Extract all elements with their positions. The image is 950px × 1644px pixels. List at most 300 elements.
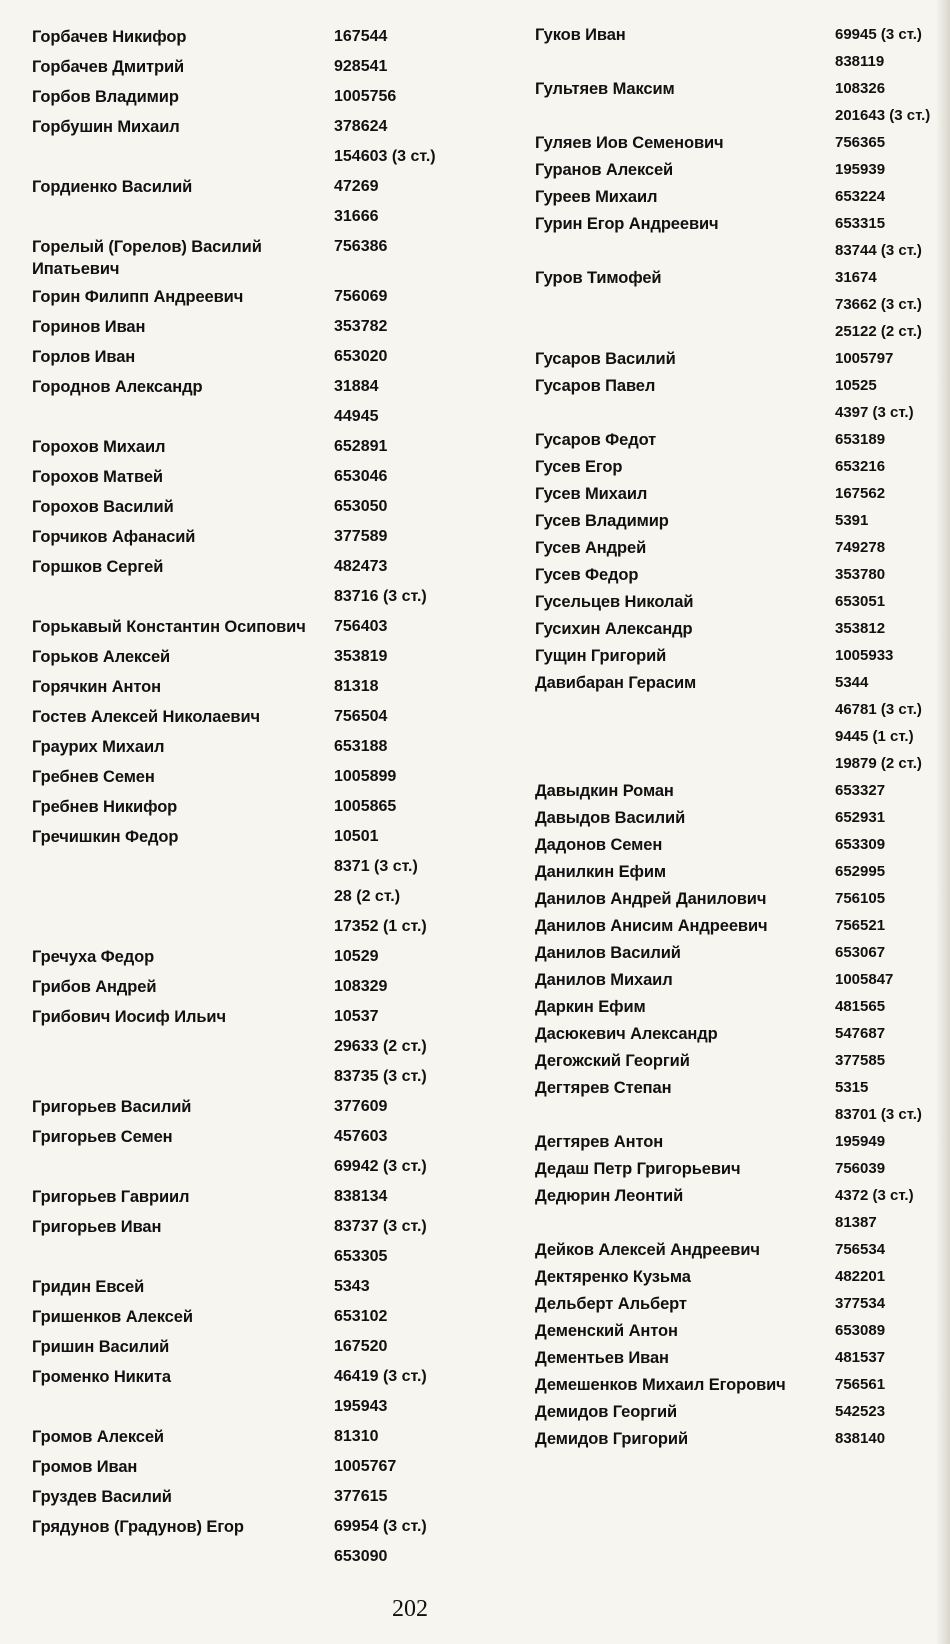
record-numbers [334, 50, 387, 80]
record-number: 83735 (3 ст.) [334, 1068, 427, 1085]
list-item [535, 776, 945, 803]
list-item [535, 1127, 945, 1154]
record-numbers [334, 940, 379, 970]
record-number: 756386 [334, 238, 388, 255]
list-item [535, 506, 945, 533]
record-numbers [835, 263, 922, 344]
record-numbers [334, 1450, 396, 1480]
record-numbers [835, 1343, 885, 1370]
list-item [32, 1330, 472, 1360]
record-numbers [835, 425, 885, 452]
record-numbers [835, 1397, 885, 1424]
record-numbers [334, 700, 387, 730]
record-number: 1005899 [334, 768, 397, 785]
right-column [535, 20, 945, 1451]
person-name: Гребнев Семен [32, 768, 155, 786]
record-numbers [334, 1360, 427, 1420]
record-numbers [835, 1289, 885, 1316]
record-number: 19879 (2 ст.) [835, 755, 922, 772]
person-name: Гультяев Максим [535, 80, 675, 98]
list-item [535, 857, 945, 884]
record-numbers [334, 1000, 427, 1090]
person-name: Данилкин Ефим [535, 863, 666, 881]
record-number: 547687 [835, 1025, 886, 1042]
record-numbers [835, 776, 885, 803]
person-name: Горин Филипп Андреевич [32, 288, 244, 306]
record-number: 653309 [835, 836, 886, 853]
person-name: Демешенков Михаил Егорович [535, 1376, 786, 1394]
list-item [535, 830, 945, 857]
person-name: Горбачев Никифор [32, 28, 187, 46]
person-name: Гусаров Федот [535, 431, 657, 449]
record-numbers [835, 857, 885, 884]
record-number: 154603 (3 ст.) [334, 148, 436, 165]
record-number: 653224 [835, 188, 886, 205]
person-name: Григорьев Василий [32, 1098, 192, 1116]
record-number: 1005933 [835, 647, 894, 664]
record-numbers [334, 1120, 427, 1180]
person-name: Дельберт Альберт [535, 1295, 687, 1313]
record-number: 756504 [334, 708, 388, 725]
list-item [32, 80, 472, 110]
record-number: 5344 [835, 674, 869, 691]
person-name: Гришин Василий [32, 1338, 170, 1356]
record-numbers [835, 1046, 885, 1073]
record-numbers [334, 20, 387, 50]
record-number: 653216 [835, 458, 886, 475]
person-name: Горьков Алексей [32, 648, 171, 666]
record-numbers [835, 830, 885, 857]
person-name: Гордиенко Василий [32, 178, 193, 196]
record-number: 46419 (3 ст.) [334, 1368, 427, 1385]
record-numbers [835, 344, 893, 371]
record-numbers [334, 970, 387, 1000]
record-number: 653315 [835, 215, 886, 232]
record-number: 195943 [334, 1398, 388, 1415]
record-number: 1005797 [835, 350, 894, 367]
record-numbers [334, 820, 427, 940]
record-number: 1005767 [334, 1458, 397, 1475]
person-name: Гречишкин Федор [32, 828, 179, 846]
record-number: 9445 (1 ст.) [835, 728, 914, 745]
person-name: Дедюрин Леонтий [535, 1187, 684, 1205]
record-numbers [334, 550, 427, 610]
person-name: Демидов Григорий [535, 1430, 688, 1448]
record-number: 25122 (2 ст.) [835, 323, 922, 340]
list-item [32, 1000, 472, 1090]
record-number: 482201 [835, 1268, 886, 1285]
record-number: 353812 [835, 620, 886, 637]
list-item [535, 587, 945, 614]
record-number: 756105 [835, 890, 886, 907]
record-number: 749278 [835, 539, 886, 556]
left-column [32, 20, 472, 1570]
record-number: 653090 [334, 1548, 388, 1565]
person-name: Гусев Федор [535, 566, 639, 584]
page-edge-shadow [936, 0, 950, 1644]
record-number: 8371 (3 ст.) [334, 858, 418, 875]
person-name: Дементьев Иван [535, 1349, 669, 1367]
person-name: Гридин Евсей [32, 1278, 145, 1296]
list-item [535, 884, 945, 911]
person-name: Горчиков Афанасий [32, 528, 196, 546]
list-item [535, 128, 945, 155]
record-number: 10525 [835, 377, 877, 394]
record-number: 652891 [334, 438, 388, 455]
record-number: 481537 [835, 1349, 886, 1366]
list-item [535, 641, 945, 668]
person-name: Данилов Михаил [535, 971, 673, 989]
record-number: 481565 [835, 998, 886, 1015]
list-item [535, 1019, 945, 1046]
list-item [32, 1210, 472, 1270]
list-item [32, 170, 472, 230]
record-number: 83744 (3 ст.) [835, 242, 922, 259]
record-number: 377615 [334, 1488, 388, 1505]
list-item [535, 182, 945, 209]
person-name: Даркин Ефим [535, 998, 646, 1016]
record-numbers [334, 280, 387, 310]
record-numbers [334, 170, 379, 230]
person-name: Горлов Иван [32, 348, 136, 366]
record-number: 69945 (3 ст.) [835, 26, 922, 43]
person-name: Гусельцев Николай [535, 593, 694, 611]
record-number: 17352 (1 ст.) [334, 918, 427, 935]
person-name: Григорьев Иван [32, 1218, 162, 1236]
record-number: 353819 [334, 648, 388, 665]
person-name: Горбушин Михаил [32, 118, 180, 136]
list-item [535, 452, 945, 479]
record-numbers [334, 1330, 387, 1360]
record-numbers [835, 1424, 885, 1451]
record-numbers [334, 460, 387, 490]
record-numbers [835, 668, 922, 776]
list-item [32, 280, 472, 310]
record-numbers [334, 490, 387, 520]
record-numbers [334, 230, 387, 280]
list-item [32, 1420, 472, 1450]
record-numbers [334, 80, 396, 110]
record-number: 195949 [835, 1133, 886, 1150]
list-item [535, 425, 945, 452]
record-number: 1005756 [334, 88, 397, 105]
record-number: 653089 [835, 1322, 886, 1339]
list-item [32, 1360, 472, 1420]
record-number: 69954 (3 ст.) [334, 1518, 427, 1535]
person-name: Дегожский Георгий [535, 1052, 690, 1070]
record-number: 756069 [334, 288, 388, 305]
record-numbers [334, 1480, 387, 1510]
list-item [535, 1181, 945, 1235]
list-item [32, 430, 472, 460]
person-name: Горохов Матвей [32, 468, 163, 486]
record-number: 1005847 [835, 971, 894, 988]
record-numbers [334, 370, 379, 430]
person-name: Данилов Анисим Андреевич [535, 917, 768, 935]
list-item [535, 614, 945, 641]
record-numbers [334, 310, 387, 340]
person-name: Дасюкевич Александр [535, 1025, 718, 1043]
record-numbers [835, 128, 885, 155]
list-item [32, 110, 472, 170]
person-name: Данилов Андрей Данилович [535, 890, 767, 908]
record-number: 653046 [334, 468, 388, 485]
record-number: 5315 [835, 1079, 869, 1096]
list-item [32, 340, 472, 370]
person-name: Данилов Василий [535, 944, 681, 962]
record-number: 108329 [334, 978, 388, 995]
list-item [535, 992, 945, 1019]
person-name: Дектяренко Кузьма [535, 1268, 691, 1286]
person-name: Гусев Егор [535, 458, 623, 476]
record-number: 44945 [334, 408, 379, 425]
person-name: Горбов Владимир [32, 88, 179, 106]
list-item [32, 970, 472, 1000]
record-numbers [334, 1270, 370, 1300]
person-name: Гущин Григорий [535, 647, 667, 665]
list-item [535, 1316, 945, 1343]
list-item [535, 1343, 945, 1370]
list-item [535, 938, 945, 965]
person-name: Гуров Тимофей [535, 269, 662, 287]
person-name: Городнов Александр [32, 378, 203, 396]
record-numbers [835, 74, 930, 128]
record-number: 653188 [334, 738, 388, 755]
record-numbers [835, 209, 922, 263]
record-numbers [334, 520, 387, 550]
record-number: 31884 [334, 378, 379, 395]
record-number: 653327 [835, 782, 886, 799]
list-item [535, 911, 945, 938]
record-numbers [835, 452, 885, 479]
person-name: Давыдкин Роман [535, 782, 674, 800]
record-number: 652931 [835, 809, 886, 826]
record-number: 10537 [334, 1008, 379, 1025]
record-numbers [835, 506, 868, 533]
list-item [535, 965, 945, 992]
record-number: 83716 (3 ст.) [334, 588, 427, 605]
record-numbers [835, 371, 914, 425]
list-item [535, 1424, 945, 1451]
record-number: 756521 [835, 917, 886, 934]
record-number: 10501 [334, 828, 379, 845]
record-number: 31674 [835, 269, 877, 286]
list-item [32, 760, 472, 790]
person-name: Груздев Василий [32, 1488, 172, 1506]
person-name: Горохов Василий [32, 498, 174, 516]
person-name: Дегтярев Степан [535, 1079, 672, 1097]
record-numbers [835, 155, 885, 182]
record-number: 195939 [835, 161, 886, 178]
list-item [535, 371, 945, 425]
list-item [32, 1510, 472, 1570]
record-number: 81387 [835, 1214, 877, 1231]
person-name: Горинов Иван [32, 318, 146, 336]
person-name: Гусев Владимир [535, 512, 669, 530]
record-number: 377609 [334, 1098, 388, 1115]
record-number: 81318 [334, 678, 379, 695]
record-number: 653305 [334, 1248, 388, 1265]
person-name: Дадонов Семен [535, 836, 663, 854]
person-name: Гусев Михаил [535, 485, 648, 503]
page-number: 202 [392, 1596, 428, 1622]
list-item [32, 1120, 472, 1180]
record-number: 167544 [334, 28, 388, 45]
list-item [32, 1180, 472, 1210]
person-name: Гостев Алексей Николаевич [32, 708, 261, 726]
list-item [535, 209, 945, 263]
record-number: 653102 [334, 1308, 388, 1325]
record-number: 167562 [835, 485, 886, 502]
record-numbers [334, 110, 436, 170]
record-numbers [334, 790, 396, 820]
person-name: Горохов Михаил [32, 438, 166, 456]
record-numbers [835, 587, 885, 614]
record-number: 756561 [835, 1376, 886, 1393]
person-name: Громов Алексей [32, 1428, 164, 1446]
record-numbers [334, 1210, 427, 1270]
list-item [535, 155, 945, 182]
person-name: Дейков Алексей Андреевич [535, 1241, 760, 1259]
record-numbers [835, 479, 885, 506]
record-numbers [334, 430, 387, 460]
person-name: Гурин Егор Андреевич [535, 215, 719, 233]
person-name: Демидов Георгий [535, 1403, 678, 1421]
record-numbers [334, 730, 387, 760]
record-number: 31666 [334, 208, 379, 225]
record-numbers [835, 992, 885, 1019]
record-numbers [835, 1019, 885, 1046]
person-name: Дегтярев Антон [535, 1133, 664, 1151]
list-item [32, 1450, 472, 1480]
record-numbers [835, 614, 885, 641]
person-name: Гусев Андрей [535, 539, 647, 557]
person-name: Грибович Иосиф Ильич [32, 1008, 226, 1026]
list-item [32, 1480, 472, 1510]
list-item [32, 820, 472, 940]
record-numbers [334, 640, 387, 670]
record-number: 756365 [835, 134, 886, 151]
record-number: 652995 [835, 863, 886, 880]
record-numbers [334, 1300, 387, 1330]
record-numbers [835, 965, 893, 992]
person-name: Гусихин Александр [535, 620, 693, 638]
record-number: 653020 [334, 348, 388, 365]
person-name: Гуранов Алексей [535, 161, 674, 179]
person-name: Гречуха Федор [32, 948, 155, 966]
list-item [535, 74, 945, 128]
person-name: Гришенков Алексей [32, 1308, 193, 1326]
list-item [32, 940, 472, 970]
person-name: Деменский Антон [535, 1322, 678, 1340]
record-number: 353780 [835, 566, 886, 583]
record-numbers [835, 1235, 885, 1262]
person-name: Гуков Иван [535, 26, 626, 44]
list-item [32, 1270, 472, 1300]
person-name: Горячкин Антон [32, 678, 162, 696]
record-number: 69942 (3 ст.) [334, 1158, 427, 1175]
record-numbers [334, 760, 396, 790]
list-item [535, 533, 945, 560]
record-number: 83701 (3 ст.) [835, 1106, 922, 1123]
record-numbers [835, 1316, 885, 1343]
person-name: Граурих Михаил [32, 738, 165, 756]
person-name: Григорьев Семен [32, 1128, 173, 1146]
record-numbers [835, 182, 885, 209]
person-name: Громенко Никита [32, 1368, 171, 1386]
list-item [32, 460, 472, 490]
person-name: Давибаран Герасим [535, 674, 697, 692]
list-item [32, 490, 472, 520]
record-number: 756403 [334, 618, 388, 635]
record-numbers [835, 641, 893, 668]
list-item [32, 370, 472, 430]
list-item [535, 560, 945, 587]
person-name: Дедаш Петр Григорьевич [535, 1160, 741, 1178]
record-number: 10529 [334, 948, 379, 965]
person-name: Грядунов (Градунов) Егор [32, 1518, 244, 1536]
list-item [32, 790, 472, 820]
record-number: 73662 (3 ст.) [835, 296, 922, 313]
record-number: 838134 [334, 1188, 388, 1205]
person-name: Гуреев Михаил [535, 188, 658, 206]
list-item [535, 1289, 945, 1316]
person-name: Грибов Андрей [32, 978, 157, 996]
list-item [535, 479, 945, 506]
record-numbers [835, 560, 885, 587]
list-item [32, 550, 472, 610]
record-numbers [835, 938, 885, 965]
record-number: 108326 [835, 80, 886, 97]
record-number: 28 (2 ст.) [334, 888, 401, 905]
record-number: 653067 [835, 944, 886, 961]
record-number: 653189 [835, 431, 886, 448]
record-number: 46781 (3 ст.) [835, 701, 922, 718]
list-item [535, 1154, 945, 1181]
record-number: 378624 [334, 118, 388, 135]
list-item [535, 668, 945, 776]
record-number: 653050 [334, 498, 388, 515]
record-numbers [334, 1090, 387, 1120]
record-number: 542523 [835, 1403, 886, 1420]
list-item [535, 1370, 945, 1397]
list-item [32, 310, 472, 340]
list-item [32, 1300, 472, 1330]
list-item [32, 670, 472, 700]
record-number: 353782 [334, 318, 388, 335]
record-number: 4372 (3 ст.) [835, 1187, 914, 1204]
list-item [32, 520, 472, 550]
record-number: 377589 [334, 528, 388, 545]
record-numbers [334, 670, 379, 700]
list-item [535, 344, 945, 371]
list-item [535, 263, 945, 344]
person-name: Гребнев Никифор [32, 798, 178, 816]
list-item [32, 50, 472, 80]
record-numbers [835, 1262, 885, 1289]
record-numbers [334, 610, 387, 640]
list-item [535, 20, 945, 74]
record-numbers [334, 1510, 427, 1570]
record-number: 1005865 [334, 798, 397, 815]
person-name: Гусаров Василий [535, 350, 676, 368]
person-name: Горбачев Дмитрий [32, 58, 185, 76]
record-number: 5391 [835, 512, 869, 529]
record-number: 83737 (3 ст.) [334, 1218, 427, 1235]
record-number: 653051 [835, 593, 886, 610]
record-number: 5343 [334, 1278, 370, 1295]
person-name: Гусаров Павел [535, 377, 656, 395]
